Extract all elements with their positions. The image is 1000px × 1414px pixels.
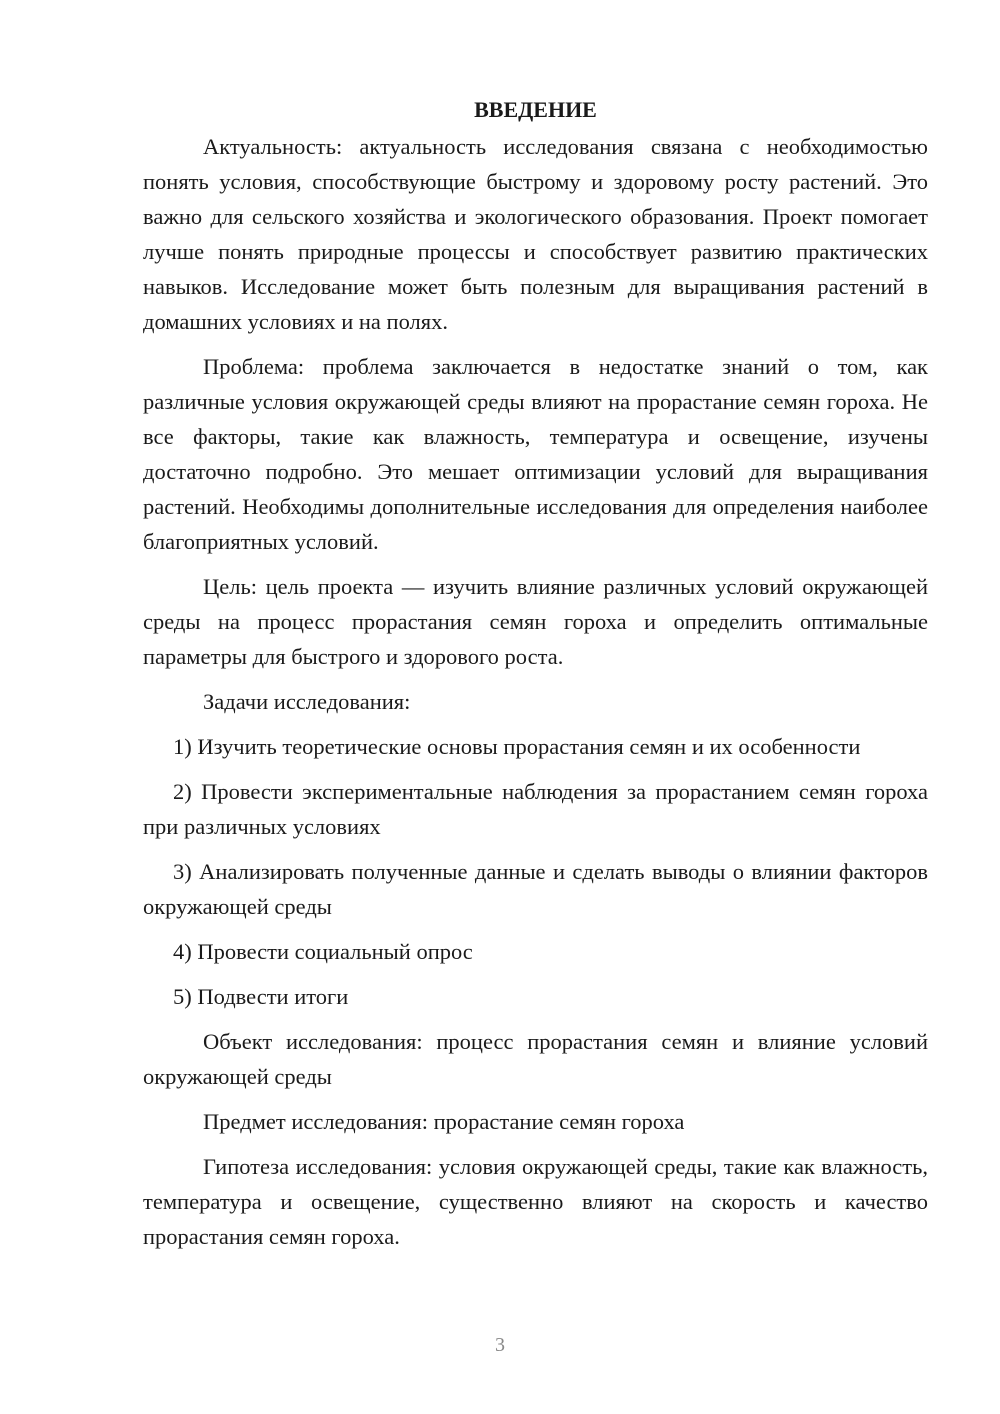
page-number: 3 <box>495 1334 505 1356</box>
document-page <box>143 92 928 1264</box>
relevance-paragraph: Актуальность: актуальность исследования связана с необходимостью понять условия, способствующие быстрому и здоровому росту растений. Это важно для сельского хозяйства и экологического образования. Проект помогает лучше понять природные процессы и способствует развитию практических навыков. Исследование может быть полезным для выращивания растений в домашних условиях и на полях. <box>143 134 928 334</box>
object-paragraph: Объект исследования: процесс прорастания семян и влияние условий окружающей среды <box>143 1029 928 1089</box>
task-item: 2) Провести экспериментальные наблюдения за прорастанием семян гороха при различных условиях <box>143 779 928 839</box>
task-item: 3) Анализировать полученные данные и сделать выводы о влиянии факторов окружающей среды <box>143 859 928 919</box>
problem-paragraph: Проблема: проблема заключается в недостатке знаний о том, как различные условия окружающей среды влияют на прорастание семян гороха. Не все факторы, такие как влажность, температура и освещение, изучены достаточно подробно. Это мешает оптимизации условий для выращивания растений. Необходимы дополнительные исследования для определения наиболее благоприятных условий. <box>143 354 928 554</box>
section-heading: ВВЕДЕНИЕ <box>474 97 597 122</box>
task-item: 4) Провести социальный опрос <box>173 939 473 964</box>
tasks-title: Задачи исследования: <box>203 689 411 714</box>
goal-paragraph: Цель: цель проекта — изучить влияние различных условий окружающей среды на процесс прорастания семян гороха и определить оптимальные параметры для быстрого и здорового роста. <box>143 574 928 669</box>
subject-paragraph: Предмет исследования: прорастание семян гороха <box>203 1109 685 1134</box>
hypothesis-paragraph: Гипотеза исследования: условия окружающей среды, такие как влажность, температура и освещение, существенно влияют на скорость и качество прорастания семян гороха. <box>143 1154 928 1249</box>
task-item: 5) Подвести итоги <box>173 984 349 1009</box>
task-item: 1) Изучить теоретические основы прорастания семян и их особенности <box>173 734 861 759</box>
